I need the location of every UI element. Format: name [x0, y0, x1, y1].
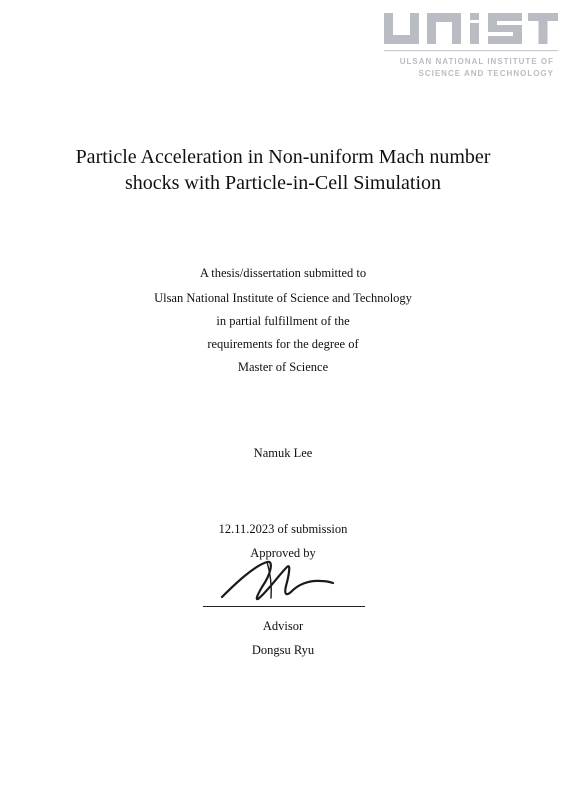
- author-name: Namuk Lee: [253, 446, 313, 460]
- approved-by-label: Approved by: [250, 546, 316, 560]
- submission-date: 12.11.2023 of submission: [218, 522, 348, 536]
- submission-line-1: A thesis/dissertation submitted to: [199, 266, 367, 280]
- submission-line-3: in partial fulfillment of the: [216, 314, 350, 328]
- unist-wordmark-logo: [382, 6, 560, 56]
- logo-caption-line-2: SCIENCE AND TECHNOLOGY: [418, 69, 554, 78]
- signature-line: [203, 606, 365, 607]
- thesis-title-line-2: shocks with Particle-in-Cell Simulation: [124, 172, 442, 194]
- logo-caption-line-1: ULSAN NATIONAL INSTITUTE OF: [399, 57, 554, 66]
- submission-line-4: requirements for the degree of: [207, 337, 359, 351]
- advisor-signature: [218, 550, 338, 610]
- submission-line-2: Ulsan National Institute of Science and Technology: [154, 291, 412, 305]
- thesis-title: [40, 144, 526, 196]
- degree-line: Master of Science: [237, 360, 329, 374]
- unist-logo: [382, 6, 560, 82]
- thesis-title-line-1: Particle Acceleration in Non-uniform Mach number: [75, 146, 491, 168]
- advisor-name: Dongsu Ryu: [251, 643, 315, 657]
- advisor-role-label: Advisor: [262, 619, 304, 633]
